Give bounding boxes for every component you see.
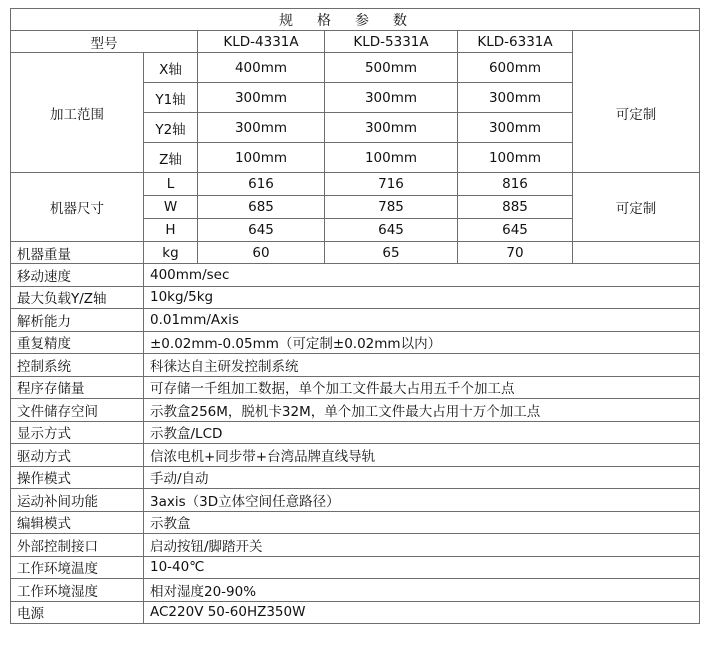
spec-value: AC220V 50-60HZ350W (144, 601, 700, 624)
weight-value: 60 (198, 242, 325, 264)
dimension-label: L (144, 173, 198, 196)
size-label: 机器尺寸 (11, 173, 144, 242)
range-value: 300mm (325, 83, 458, 113)
table-title: 规格参数 (11, 9, 700, 31)
size-value: 645 (458, 219, 573, 242)
axis-label: Y1轴 (144, 83, 198, 113)
size-value: 645 (198, 219, 325, 242)
size-value: 616 (198, 173, 325, 196)
spec-value: 400mm/sec (144, 264, 700, 287)
size-value: 885 (458, 196, 573, 219)
spec-row (11, 331, 700, 354)
spec-row (11, 309, 700, 332)
spec-row (11, 579, 700, 602)
model-name: KLD-6331A (458, 31, 573, 53)
model-name: KLD-5331A (325, 31, 458, 53)
range-value: 400mm (198, 53, 325, 83)
weight-unit: kg (144, 242, 198, 264)
size-value: 785 (325, 196, 458, 219)
spec-row (11, 286, 700, 309)
spec-row (11, 534, 700, 557)
spec-value: 示教盒256M，脱机卡32M，单个加工文件最大占用十万个加工点 (144, 399, 700, 422)
range-value: 300mm (325, 113, 458, 143)
range-note: 可定制 (573, 31, 700, 173)
spec-label: 程序存储量 (11, 376, 144, 399)
size-value: 645 (325, 219, 458, 242)
range-value: 600mm (458, 53, 573, 83)
spec-row (11, 556, 700, 579)
spec-row (11, 264, 700, 287)
range-value: 100mm (325, 143, 458, 173)
weight-value: 70 (458, 242, 573, 264)
spec-table (10, 8, 700, 624)
range-value: 500mm (325, 53, 458, 83)
model-name: KLD-4331A (198, 31, 325, 53)
spec-label: 解析能力 (11, 309, 144, 332)
spec-value: 10-40℃ (144, 556, 700, 579)
spec-value: 可存储一千组加工数据，单个加工文件最大占用五千个加工点 (144, 376, 700, 399)
model-header: 型号 (11, 31, 198, 53)
empty-cell (573, 242, 700, 264)
size-value: 716 (325, 173, 458, 196)
spec-value: 0.01mm/Axis (144, 309, 700, 332)
dimension-label: W (144, 196, 198, 219)
range-value: 300mm (458, 113, 573, 143)
range-value: 300mm (198, 113, 325, 143)
spec-row (11, 421, 700, 444)
range-value: 100mm (198, 143, 325, 173)
spec-row (11, 489, 700, 512)
range-value: 100mm (458, 143, 573, 173)
axis-label: Z轴 (144, 143, 198, 173)
spec-value: 10kg/5kg (144, 286, 700, 309)
spec-label: 最大负载Y/Z轴 (11, 286, 144, 309)
spec-row (11, 376, 700, 399)
spec-value: 信浓电机+同步带+台湾品牌直线导轨 (144, 444, 700, 467)
spec-row (11, 354, 700, 377)
spec-row (11, 444, 700, 467)
spec-rows (11, 264, 700, 624)
spec-value: 相对湿度20-90% (144, 579, 700, 602)
spec-label: 移动速度 (11, 264, 144, 287)
range-label: 加工范围 (11, 53, 144, 173)
spec-label: 显示方式 (11, 421, 144, 444)
spec-row (11, 601, 700, 624)
spec-row (11, 466, 700, 489)
weight-value: 65 (325, 242, 458, 264)
spec-label: 编辑模式 (11, 511, 144, 534)
spec-row (11, 399, 700, 422)
spec-label: 工作环境温度 (11, 556, 144, 579)
size-note: 可定制 (573, 173, 700, 242)
size-value: 685 (198, 196, 325, 219)
axis-label: X轴 (144, 53, 198, 83)
range-value: 300mm (458, 83, 573, 113)
spec-value: ±0.02mm-0.05mm（可定制±0.02mm以内） (144, 331, 700, 354)
spec-label: 运动补间功能 (11, 489, 144, 512)
size-value: 816 (458, 173, 573, 196)
spec-label: 工作环境湿度 (11, 579, 144, 602)
range-value: 300mm (198, 83, 325, 113)
spec-value: 示教盒/LCD (144, 421, 700, 444)
spec-value: 3axis（3D立体空间任意路径） (144, 489, 700, 512)
spec-label: 电源 (11, 601, 144, 624)
spec-label: 操作模式 (11, 466, 144, 489)
spec-label: 重复精度 (11, 331, 144, 354)
weight-label: 机器重量 (11, 242, 144, 264)
axis-label: Y2轴 (144, 113, 198, 143)
spec-label: 驱动方式 (11, 444, 144, 467)
spec-label: 文件储存空间 (11, 399, 144, 422)
spec-label: 控制系统 (11, 354, 144, 377)
dimension-label: H (144, 219, 198, 242)
spec-row (11, 511, 700, 534)
spec-value: 科徕达自主研发控制系统 (144, 354, 700, 377)
spec-label: 外部控制接口 (11, 534, 144, 557)
spec-value: 手动/自动 (144, 466, 700, 489)
spec-value: 启动按钮/脚踏开关 (144, 534, 700, 557)
spec-value: 示教盒 (144, 511, 700, 534)
